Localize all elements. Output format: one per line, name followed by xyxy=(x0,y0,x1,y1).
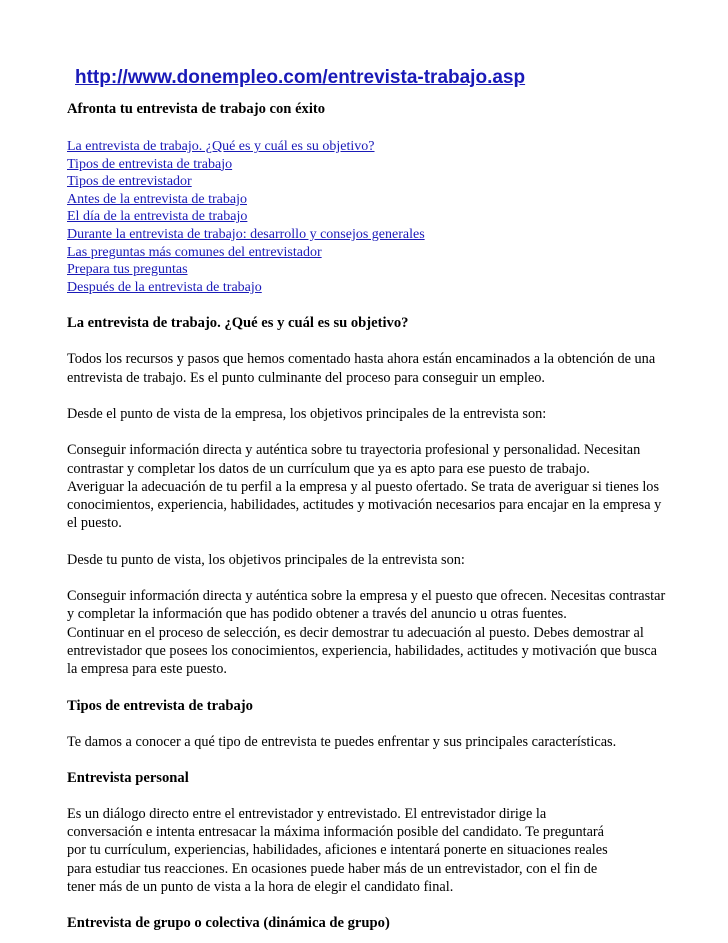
toc-item xyxy=(67,244,667,262)
paragraph-intro: Todos los recursos y pasos que hemos comentado hasta ahora están encaminados a la obtención de una entrevista de trabajo. Es el punto culminante del proceso para conseguir un empleo. xyxy=(67,351,656,386)
paragraph-company-point-2: Averiguar la adecuación de tu perfil a la empresa y al puesto ofertado. Se trata de averiguar si tienes los conocimientos, experiencia, habilidades, actitudes y motivación necesarios para encajar en la empresa y el puesto. xyxy=(67,478,662,532)
paragraph-candidate-point-2: Continuar en el proceso de selección, es decir demostrar tu adecuación al puesto. Debes demostrar al entrevistador que posees los conocimientos, experiencia, habilidades, actitudes y motivación que busca la empresa para este puesto. xyxy=(67,624,657,678)
paragraph-company-lead: Desde el punto de vista de la empresa, los objetivos principales de la entrevista son: xyxy=(67,405,547,422)
toc-link-el-dia[interactable]: El día de la entrevista de trabajo xyxy=(67,209,248,225)
toc-item xyxy=(67,226,667,244)
toc-item xyxy=(67,173,667,191)
toc-link-preguntas-comunes[interactable]: Las preguntas más comunes del entrevistador xyxy=(67,244,322,260)
source-url-link[interactable]: http://www.donempleo.com/entrevista-trabajo.asp xyxy=(75,67,526,88)
toc-link-prepara-preguntas[interactable]: Prepara tus preguntas xyxy=(67,262,188,278)
subheading-entrevista-grupo: Entrevista de grupo o colectiva (dinámica de grupo) xyxy=(67,915,390,932)
toc-link-durante[interactable]: Durante la entrevista de trabajo: desarrollo y consejos generales xyxy=(67,226,425,242)
paragraph-candidate-lead: Desde tu punto de vista, los objetivos principales de la entrevista son: xyxy=(67,551,465,568)
toc-link-tipos-entrevista[interactable]: Tipos de entrevista de trabajo xyxy=(67,156,233,172)
toc-item xyxy=(67,261,667,279)
toc-link-despues[interactable]: Después de la entrevista de trabajo xyxy=(67,279,262,295)
toc-link-antes[interactable]: Antes de la entrevista de trabajo xyxy=(67,191,247,207)
paragraph-candidate-point-1: Conseguir información directa y auténtica sobre la empresa y el puesto que ofrecen. Necesitas contrastar y completar la información que has podido obtener a través del anuncio u otras fuentes. xyxy=(67,588,666,623)
toc-item xyxy=(67,156,667,174)
paragraph-company-point-1: Conseguir información directa y auténtica sobre tu trayectoria profesional y personalidad. Necesitan contrastar y completar los datos de un currículum que ya es apto para ese puesto de trabajo. xyxy=(67,442,641,477)
table-of-contents xyxy=(67,138,667,296)
toc-item xyxy=(67,138,667,156)
toc-item xyxy=(67,208,667,226)
document-title: Afronta tu entrevista de trabajo con éxito xyxy=(67,101,326,117)
paragraph-entrevista-personal: Es un diálogo directo entre el entrevistador y entrevistado. El entrevistador dirige la conversación e intenta entresacar la máxima información posible del candidato. Te preguntará por tu currículum, experiencias, habilidades, aficiones e intentará ponerte en situaciones reales para estudiar tus reacciones. En ocasiones puede haber más de un entrevistador, con el fin de tener más de un punto de vista a la hora de elegir el candidato final. xyxy=(67,805,608,895)
toc-link-tipos-entrevistador[interactable]: Tipos de entrevistador xyxy=(67,174,192,190)
toc-item xyxy=(67,279,667,297)
subheading-entrevista-personal: Entrevista personal xyxy=(67,769,189,786)
paragraph-tipos-intro: Te damos a conocer a qué tipo de entrevista te puedes enfrentar y sus principales características. xyxy=(67,733,617,750)
toc-link-objetivo[interactable]: La entrevista de trabajo. ¿Qué es y cuál es su objetivo? xyxy=(67,139,375,154)
toc-item xyxy=(67,191,667,209)
section-heading-tipos: Tipos de entrevista de trabajo xyxy=(67,697,253,714)
section-heading-objetivo: La entrevista de trabajo. ¿Qué es y cuál es su objetivo? xyxy=(67,315,409,332)
document-page xyxy=(67,66,667,932)
